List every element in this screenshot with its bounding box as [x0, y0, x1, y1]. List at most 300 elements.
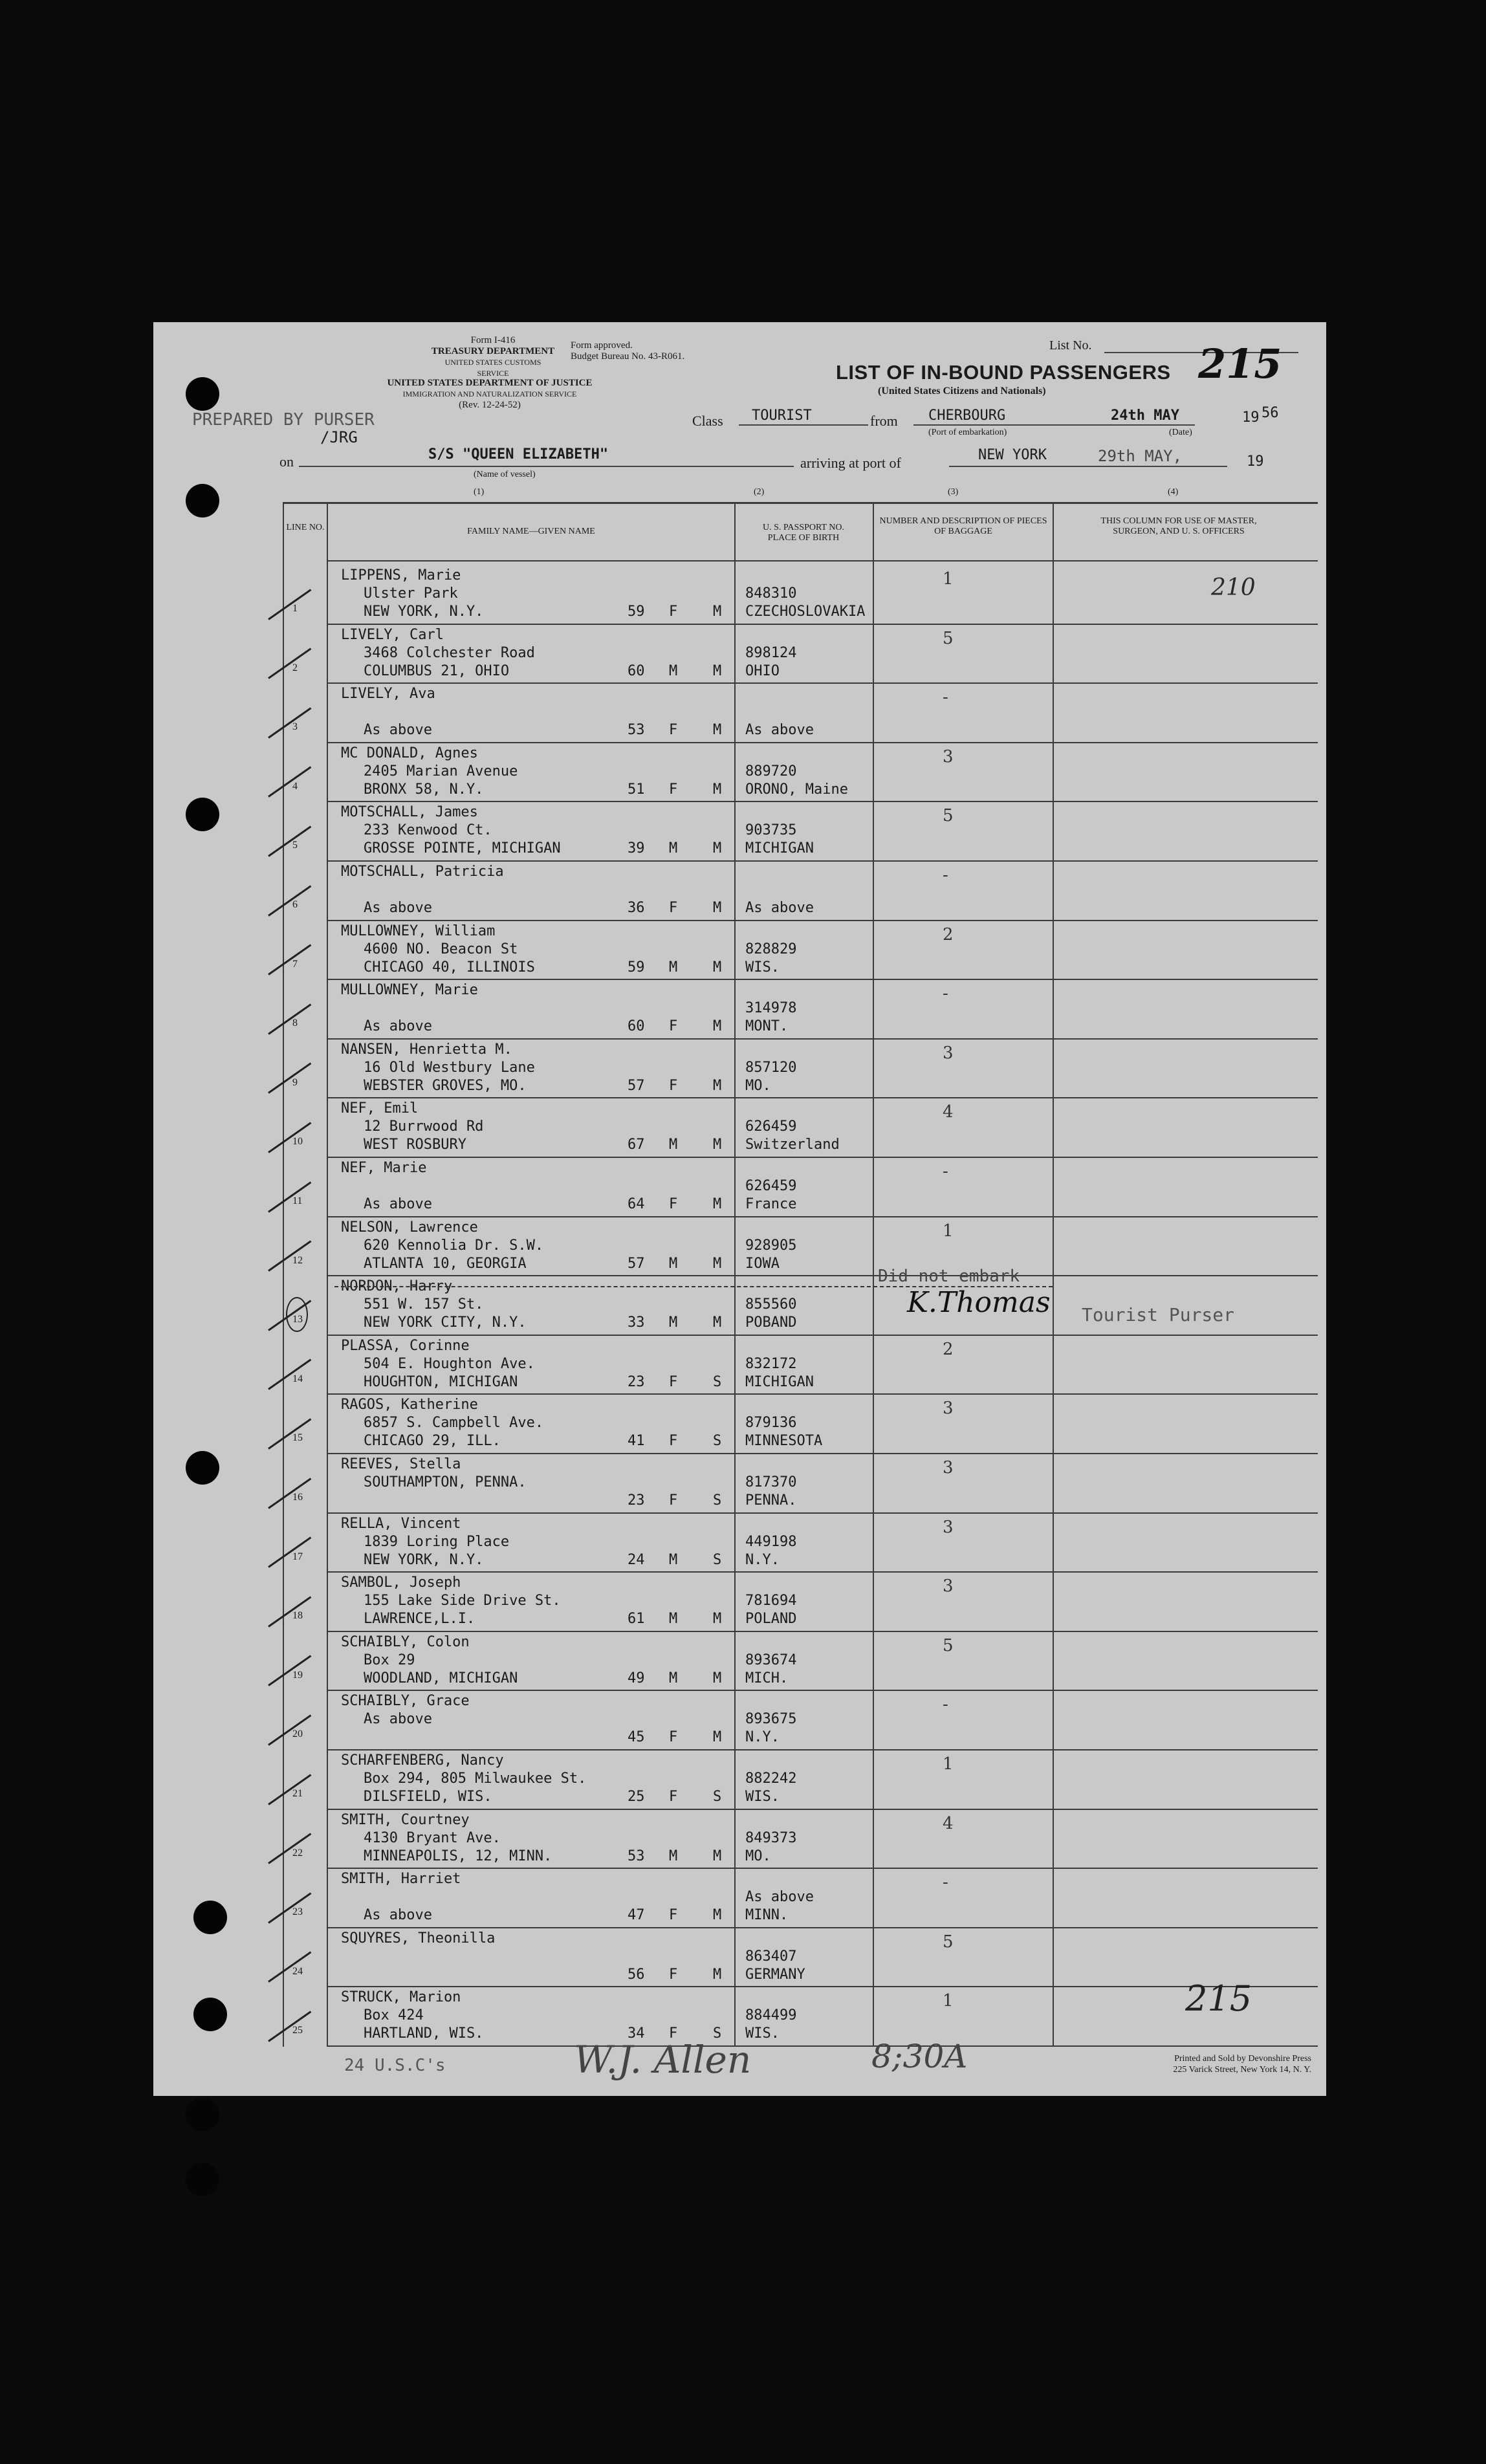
list-subtitle: (United States Citizens and Nationals)	[878, 386, 1046, 397]
line-number: 4	[292, 780, 298, 792]
line-number: 13	[292, 1314, 303, 1325]
inspector-signature: W.J. Allen	[574, 2038, 752, 2082]
justice-dept: UNITED STATES DEPARTMENT OF JUSTICE	[387, 378, 593, 388]
sex: M	[669, 662, 678, 679]
revision: (Rev. 12-24-52)	[459, 400, 521, 410]
baggage-count: 3	[943, 1576, 954, 1597]
passenger-name: MOTSCHALL, Patricia	[341, 864, 504, 880]
from-caption: (Port of embarkation)	[928, 428, 1007, 437]
place-of-birth: PENNA.	[745, 1492, 797, 1509]
check-mark	[268, 2011, 311, 2042]
table-row	[153, 1514, 1326, 1573]
vessel-underline	[299, 466, 794, 467]
passport-number: 849373	[745, 1829, 797, 1846]
marital-status: M	[713, 1848, 722, 1864]
address-line-2: NEW YORK CITY, N.Y.	[364, 1314, 527, 1331]
line-number: 11	[292, 1195, 303, 1206]
address-line-2: WOODLAND, MICHIGAN	[364, 1670, 518, 1686]
sex: M	[669, 1670, 678, 1686]
age: 59	[628, 604, 645, 620]
passenger-name: SCHARFENBERG, Nancy	[341, 1752, 504, 1769]
baggage-count: 1	[943, 569, 954, 589]
table-row	[153, 980, 1326, 1040]
prepared-by: PREPARED BY PURSER	[192, 410, 375, 430]
header-bottom-border	[328, 560, 1318, 561]
table-row	[153, 921, 1326, 981]
check-mark	[268, 1952, 311, 1983]
passport-number: 889720	[745, 763, 797, 780]
address-line-1: As above	[364, 1711, 432, 1728]
passport-number: 893674	[745, 1652, 797, 1668]
baggage-count: 5	[943, 1932, 954, 1952]
table-row	[153, 1750, 1326, 1810]
passport-number: 848310	[745, 585, 797, 602]
sex: M	[669, 1137, 678, 1153]
age: 49	[628, 1670, 645, 1686]
on-label: on	[279, 453, 294, 470]
check-mark	[268, 1833, 311, 1864]
address-line-2: BRONX 58, N.Y.	[364, 781, 484, 798]
baggage-count: 3	[943, 1399, 954, 1419]
table-row	[153, 1632, 1326, 1692]
passport-number: 449198	[745, 1533, 797, 1550]
sex: F	[669, 2025, 678, 2042]
passport-number: 884499	[745, 2007, 797, 2024]
address-line-1: SOUTHAMPTON, PENNA.	[364, 1474, 527, 1490]
budget-bureau: Budget Bureau No. 43-R061.	[571, 351, 685, 362]
passport-number: 626459	[745, 1178, 797, 1194]
table-row	[153, 802, 1326, 862]
tourist-purser-label: Tourist Purser	[1082, 1304, 1235, 1325]
address-line-1: 12 Burrwood Rd	[364, 1118, 484, 1135]
line-number: 10	[292, 1136, 303, 1148]
table-row	[153, 565, 1326, 625]
baggage-count: -	[943, 688, 948, 708]
table-row	[153, 625, 1326, 684]
address-line-2: HOUGHTON, MICHIGAN	[364, 1373, 518, 1390]
col-num-2: (2)	[754, 487, 765, 497]
passport-number: 882242	[745, 1771, 797, 1787]
baggage-count: -	[943, 1162, 948, 1181]
embark-date: 24th MAY	[1111, 408, 1179, 424]
sex: M	[669, 959, 678, 976]
address-line-2: HARTLAND, WIS.	[364, 2025, 484, 2042]
line-number: 12	[292, 1254, 303, 1266]
check-mark	[268, 1655, 311, 1686]
place-of-birth: MINN.	[745, 1907, 789, 1924]
marital-status: M	[713, 1314, 722, 1331]
passenger-name: SMITH, Courtney	[341, 1811, 470, 1828]
address-line-1: 504 E. Houghton Ave.	[364, 1355, 535, 1372]
passenger-name: SCHAIBLY, Grace	[341, 1693, 470, 1710]
line-number: 6	[292, 899, 298, 910]
address-line-2: MINNEAPOLIS, 12, MINN.	[364, 1848, 552, 1864]
address-line-1: Box 424	[364, 2007, 424, 2024]
line-number: 8	[292, 1018, 298, 1029]
baggage-count: 4	[943, 1102, 954, 1122]
vessel-name: S/S "QUEEN ELIZABETH"	[428, 446, 609, 463]
check-mark	[268, 707, 311, 738]
table-row	[153, 862, 1326, 921]
passenger-name: SQUYRES, Theonilla	[341, 1930, 496, 1946]
place-of-birth: France	[745, 1196, 797, 1212]
line-number: 25	[292, 2025, 303, 2036]
place-of-birth: WIS.	[745, 1789, 780, 1805]
age: 61	[628, 1611, 645, 1628]
treasury-dept: TREASURY DEPARTMENT	[431, 346, 555, 356]
sex: M	[669, 1551, 678, 1568]
marital-status: S	[713, 1551, 722, 1568]
address-line-2: As above	[364, 722, 432, 739]
header-left-block	[428, 335, 558, 379]
baggage-count: 1	[943, 1991, 954, 2011]
passenger-name: MULLOWNEY, Marie	[341, 982, 478, 999]
passport-number: 863407	[745, 1948, 797, 1965]
table-row	[153, 1810, 1326, 1870]
passport-number: As above	[745, 1889, 814, 1906]
passenger-name: LIVELY, Carl	[341, 626, 444, 643]
place-of-birth: POBAND	[745, 1314, 797, 1331]
sex: F	[669, 722, 678, 739]
baggage-count: 1	[943, 1221, 954, 1241]
sex: F	[669, 1966, 678, 1983]
passport-number: 781694	[745, 1593, 797, 1609]
age: 57	[628, 1077, 645, 1094]
printer-line-1: Printed and Sold by Devonshire Press	[1174, 2054, 1311, 2064]
justice-block	[354, 378, 626, 411]
approval-block	[571, 340, 684, 362]
address-line-2: GROSSE POINTE, MICHIGAN	[364, 840, 561, 857]
line-number: 2	[292, 662, 298, 673]
line-number: 18	[292, 1610, 303, 1622]
date-caption: (Date)	[1169, 428, 1192, 437]
passenger-name: MOTSCHALL, James	[341, 804, 478, 821]
line-number: 1	[292, 603, 298, 614]
place-of-birth: MO.	[745, 1848, 771, 1864]
purser-initials: /JRG	[320, 428, 358, 446]
line-number: 23	[292, 1906, 303, 1918]
baggage-count: -	[943, 1695, 948, 1715]
address-line-2: ATLANTA 10, GEORGIA	[364, 1255, 527, 1272]
marital-status: S	[713, 1373, 722, 1390]
address-line-2: CHICAGO 40, ILLINOIS	[364, 959, 535, 976]
col-num-3: (3)	[948, 487, 959, 497]
customs-service: UNITED STATES CUSTOMS SERVICE	[444, 358, 541, 378]
place-of-birth: Switzerland	[745, 1137, 840, 1153]
check-mark	[268, 1774, 311, 1805]
baggage-count: 1	[943, 1754, 954, 1774]
marital-status: M	[713, 1255, 722, 1272]
class-label: Class	[692, 413, 723, 429]
place-of-birth: GERMANY	[745, 1966, 805, 1983]
marital-status: M	[713, 1611, 722, 1628]
place-of-birth: CZECHOSLOVAKIA	[745, 604, 866, 620]
line-number: 3	[292, 721, 298, 733]
passport-number: 314978	[745, 1000, 797, 1017]
sex: F	[669, 1196, 678, 1212]
sex: F	[669, 1077, 678, 1094]
address-line-2: As above	[364, 1907, 432, 1924]
from-label: from	[870, 413, 898, 429]
address-line-1: 551 W. 157 St.	[364, 1296, 484, 1313]
address-line-1: 233 Kenwood Ct.	[364, 822, 492, 839]
age: 23	[628, 1492, 645, 1509]
age: 45	[628, 1729, 645, 1746]
sex: F	[669, 1907, 678, 1924]
address-line-2: COLUMBUS 21, OHIO	[364, 662, 510, 679]
address-line-2: As above	[364, 1196, 432, 1212]
col-header-passport: U. S. PASSPORT NO. PLACE OF BIRTH	[763, 523, 844, 543]
age: 24	[628, 1551, 645, 1568]
age: 67	[628, 1137, 645, 1153]
check-mark	[268, 885, 311, 916]
baggage-count: -	[943, 984, 948, 1004]
col-num-4: (4)	[1168, 487, 1179, 497]
address-line-1: 16 Old Westbury Lane	[364, 1059, 535, 1076]
place-of-birth: MICH.	[745, 1670, 789, 1686]
age: 23	[628, 1373, 645, 1390]
note-215: 215	[1185, 1978, 1252, 2019]
form-number: Form I-416	[470, 335, 516, 345]
passport-number: 817370	[745, 1474, 797, 1490]
address-line-2: NEW YORK, N.Y.	[364, 1551, 484, 1568]
place-of-birth: As above	[745, 900, 814, 916]
marital-status: M	[713, 840, 722, 857]
check-mark	[268, 1003, 311, 1034]
printer-line-2: 225 Varick Street, New York 14, N. Y.	[1173, 2065, 1311, 2075]
baggage-count: 5	[943, 628, 954, 648]
table-row	[153, 743, 1326, 803]
place-of-birth: IOWA	[745, 1255, 780, 1272]
passport-number: 828829	[745, 941, 797, 957]
passport-number: 832172	[745, 1355, 797, 1372]
check-mark	[268, 1063, 311, 1094]
age: 39	[628, 840, 645, 857]
table-row	[153, 1040, 1326, 1099]
marital-status: M	[713, 1196, 722, 1212]
sex: F	[669, 604, 678, 620]
form-approved: Form approved.	[571, 340, 633, 351]
passenger-name: SAMBOL, Joseph	[341, 1575, 461, 1591]
address-line-1: 4600 NO. Beacon St	[364, 941, 518, 957]
age: 47	[628, 1907, 645, 1924]
address-line-1: 6857 S. Campbell Ave.	[364, 1415, 544, 1432]
passport-number: 903735	[745, 822, 797, 839]
list-no-label: List No.	[1049, 338, 1092, 353]
arrival-date: 29th MAY,	[1098, 447, 1183, 465]
address-line-1: 620 Kennolia Dr. S.W.	[364, 1237, 544, 1254]
marital-status: M	[713, 1966, 722, 1983]
marital-status: M	[713, 1670, 722, 1686]
marital-status: M	[713, 900, 722, 916]
marital-status: S	[713, 1492, 722, 1509]
punch-hole	[186, 377, 219, 411]
sex: M	[669, 840, 678, 857]
table-row	[153, 1158, 1326, 1217]
address-line-1: Box 29	[364, 1652, 415, 1668]
place-of-birth: N.Y.	[745, 1729, 780, 1746]
passenger-name: PLASSA, Corinne	[341, 1337, 470, 1354]
line-number: 21	[292, 1788, 303, 1799]
age: 36	[628, 900, 645, 916]
age: 51	[628, 781, 645, 798]
table-row	[153, 1454, 1326, 1514]
place-of-birth: POLAND	[745, 1611, 797, 1628]
table-row	[153, 1573, 1326, 1632]
sex: M	[669, 1255, 678, 1272]
marital-status: M	[713, 662, 722, 679]
col-header-line: LINE NO.	[286, 523, 325, 532]
line-number: 15	[292, 1432, 303, 1444]
line-number: 17	[292, 1551, 303, 1562]
baggage-count: 2	[943, 924, 954, 944]
arrival-year: 19	[1247, 453, 1264, 470]
place-of-birth: MICHIGAN	[745, 840, 814, 857]
table-row	[153, 1098, 1326, 1158]
sex: F	[669, 900, 678, 916]
marital-status: M	[713, 1077, 722, 1094]
address-line-1: 4130 Bryant Ave.	[364, 1829, 501, 1846]
marital-status: M	[713, 959, 722, 976]
sex: F	[669, 1729, 678, 1746]
baggage-count: 4	[943, 1813, 954, 1833]
address-line-2: WEST ROSBURY	[364, 1137, 466, 1153]
address-line-2: NEW YORK, N.Y.	[364, 604, 484, 620]
place-of-birth: OHIO	[745, 662, 780, 679]
passenger-name: MC DONALD, Agnes	[341, 745, 478, 761]
baggage-count: 2	[943, 1339, 954, 1359]
punch-hole	[186, 484, 219, 518]
marital-status: M	[713, 1729, 722, 1746]
address-line-1: 3468 Colchester Road	[364, 644, 535, 661]
sex: F	[669, 781, 678, 798]
marital-status: M	[713, 1907, 722, 1924]
check-mark	[268, 1892, 311, 1923]
marital-status: S	[713, 2025, 722, 2042]
passenger-name: NELSON, Lawrence	[341, 1219, 478, 1236]
marital-status: M	[713, 1018, 722, 1035]
age: 59	[628, 959, 645, 976]
check-mark	[268, 1596, 311, 1627]
sex: F	[669, 1433, 678, 1450]
passenger-name: NEF, Marie	[341, 1160, 427, 1176]
passport-number: 893675	[745, 1711, 797, 1728]
ins-service: IMMIGRATION AND NATURALIZATION SERVICE	[402, 389, 577, 398]
line-number: 20	[292, 1728, 303, 1740]
passenger-name: RELLA, Vincent	[341, 1515, 461, 1532]
check-mark	[268, 589, 311, 620]
place-of-birth: WIS.	[745, 959, 780, 976]
from-value: CHERBOURG	[928, 408, 1006, 424]
place-of-birth: ORONO, Maine	[745, 781, 848, 798]
purser-signature: K.Thomas	[907, 1286, 1051, 1319]
col-header-name: FAMILY NAME—GIVEN NAME	[467, 527, 595, 536]
check-mark	[268, 1418, 311, 1449]
marital-status: M	[713, 722, 722, 739]
punch-hole	[186, 2163, 219, 2196]
list-title: LIST OF IN-BOUND PASSENGERS	[836, 361, 1171, 384]
check-mark	[268, 944, 311, 976]
note-210: 210	[1211, 574, 1256, 601]
did-not-embark-note: Did not embark	[878, 1267, 1020, 1286]
passenger-name: LIVELY, Ava	[341, 686, 435, 703]
sex: F	[669, 1018, 678, 1035]
passport-number: 928905	[745, 1237, 797, 1254]
check-mark	[268, 1359, 311, 1390]
marital-status: S	[713, 1789, 722, 1805]
age: 56	[628, 1966, 645, 1983]
table-row	[153, 1217, 1326, 1277]
check-mark	[268, 648, 311, 679]
check-mark	[268, 767, 311, 798]
address-line-1: Ulster Park	[364, 585, 458, 602]
passport-number: 855560	[745, 1296, 797, 1313]
col-num-1: (1)	[474, 487, 485, 497]
passport-number: 626459	[745, 1118, 797, 1135]
sex: F	[669, 1492, 678, 1509]
sex: M	[669, 1314, 678, 1331]
table-row	[153, 1691, 1326, 1750]
address-line-1: 1839 Loring Place	[364, 1533, 510, 1550]
address-line-2: CHICAGO 29, ILL.	[364, 1433, 501, 1450]
from-underline	[913, 424, 1195, 426]
address-line-2: As above	[364, 1018, 432, 1035]
place-of-birth: MICHIGAN	[745, 1373, 814, 1390]
sex: M	[669, 1848, 678, 1864]
table-row	[153, 1336, 1326, 1395]
age: 64	[628, 1196, 645, 1212]
passport-number: 857120	[745, 1059, 797, 1076]
place-of-birth: MINNESOTA	[745, 1433, 823, 1450]
passenger-name: SCHAIBLY, Colon	[341, 1633, 470, 1650]
place-of-birth: WIS.	[745, 2025, 780, 2042]
address-line-2: WEBSTER GROVES, MO.	[364, 1077, 527, 1094]
sex: F	[669, 1789, 678, 1805]
table-row	[153, 684, 1326, 743]
place-of-birth: MONT.	[745, 1018, 789, 1035]
age: 60	[628, 662, 645, 679]
address-line-1: 155 Lake Side Drive St.	[364, 1593, 561, 1609]
passenger-name: NANSEN, Henrietta M.	[341, 1041, 512, 1058]
age: 53	[628, 1848, 645, 1864]
line-number: 16	[292, 1492, 303, 1503]
passenger-name: RAGOS, Katherine	[341, 1397, 478, 1413]
check-mark	[268, 1537, 311, 1568]
footer-code: 8;30A	[871, 2038, 968, 2075]
line-number: 24	[292, 1965, 303, 1977]
age: 33	[628, 1314, 645, 1331]
passport-number: 898124	[745, 644, 797, 661]
age: 25	[628, 1789, 645, 1805]
passenger-name: SMITH, Harriet	[341, 1871, 461, 1888]
address-line-1: Box 294, 805 Milwaukee St.	[364, 1771, 587, 1787]
table-row	[153, 1869, 1326, 1928]
line-number: 19	[292, 1669, 303, 1681]
check-mark	[268, 1122, 311, 1153]
arriving-underline	[949, 466, 1227, 467]
check-mark	[268, 1181, 311, 1212]
table-row	[153, 1928, 1326, 1988]
age: 53	[628, 722, 645, 739]
passenger-name: NEF, Emil	[341, 1100, 419, 1117]
punch-hole	[186, 2098, 219, 2131]
col-header-officers: THIS COLUMN FOR USE OF MASTER, SURGEON, AND U. S. OFFICERS	[1100, 516, 1257, 536]
age: 41	[628, 1433, 645, 1450]
passport-number: 879136	[745, 1415, 797, 1432]
address-line-2: LAWRENCE,L.I.	[364, 1611, 475, 1628]
baggage-count: 3	[943, 1517, 954, 1537]
marital-status: M	[713, 1137, 722, 1153]
